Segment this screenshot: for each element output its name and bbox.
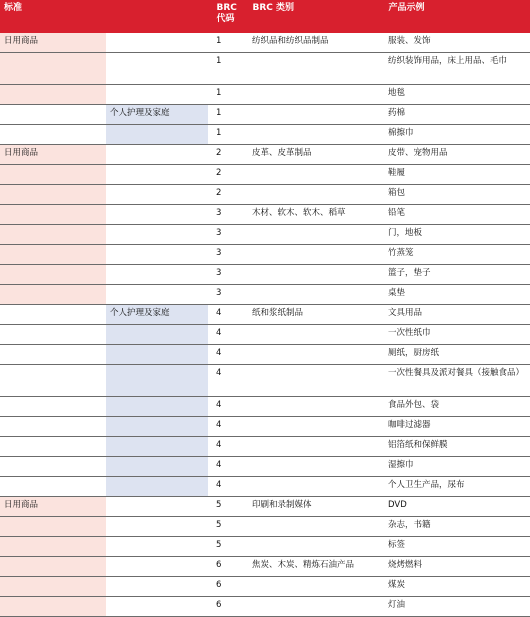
brc-code-cell: 4 — [208, 457, 248, 477]
product-example-cell: 文具用品 — [384, 305, 530, 325]
table-header-row — [0, 0, 530, 33]
standard-secondary-cell — [106, 85, 208, 105]
table-row — [0, 225, 530, 245]
standard-secondary-cell — [106, 597, 208, 617]
standard-primary-cell — [0, 285, 106, 305]
product-example-cell: 纺织装饰用品，床上用品、毛巾 — [384, 53, 530, 85]
brc-category-cell — [248, 85, 384, 105]
standard-secondary-cell — [106, 145, 208, 165]
brc-code-cell: 5 — [208, 517, 248, 537]
brc-category-cell — [248, 597, 384, 617]
brc-category-cell — [248, 477, 384, 497]
brc-code-cell: 6 — [208, 577, 248, 597]
product-example-cell: 食品外包、袋 — [384, 397, 530, 417]
table-row — [0, 557, 530, 577]
brc-code-cell: 1 — [208, 85, 248, 105]
standard-secondary-cell — [106, 165, 208, 185]
standard-primary-cell — [0, 105, 106, 125]
standard-primary-cell — [0, 345, 106, 365]
brc-category-cell — [248, 457, 384, 477]
brc-category-cell: 木材、软木、软木、稻草 — [248, 205, 384, 225]
brc-category-cell — [248, 53, 384, 85]
standard-primary-cell — [0, 245, 106, 265]
product-example-cell: 铝箔纸和保鲜膜 — [384, 437, 530, 457]
brc-code-cell: 2 — [208, 145, 248, 165]
table-row — [0, 457, 530, 477]
table-row — [0, 397, 530, 417]
standard-primary-cell — [0, 365, 106, 397]
brc-category-cell — [248, 345, 384, 365]
brc-category-cell — [248, 265, 384, 285]
brc-code-cell: 1 — [208, 53, 248, 85]
brc-code-cell: 1 — [208, 105, 248, 125]
product-example-cell: 灯油 — [384, 597, 530, 617]
standard-primary-cell — [0, 85, 106, 105]
product-example-cell: 棉擦巾 — [384, 125, 530, 145]
product-example-cell: 鞋履 — [384, 165, 530, 185]
table-row — [0, 437, 530, 457]
table-row — [0, 477, 530, 497]
brc-category-cell — [248, 417, 384, 437]
brc-code-cell: 6 — [208, 597, 248, 617]
brc-code-cell: 3 — [208, 205, 248, 225]
product-example-cell: 竹蒸笼 — [384, 245, 530, 265]
standard-secondary-cell — [106, 345, 208, 365]
brc-code-cell: 5 — [208, 537, 248, 557]
brc-category-cell: 纺织品和纺织品制品 — [248, 33, 384, 53]
table-row — [0, 325, 530, 345]
standard-secondary-cell — [106, 205, 208, 225]
product-example-cell: 湿擦巾 — [384, 457, 530, 477]
product-example-cell: 地毯 — [384, 85, 530, 105]
table-row — [0, 125, 530, 145]
standard-secondary-cell — [106, 245, 208, 265]
standard-primary-cell — [0, 325, 106, 345]
brc-category-cell — [248, 365, 384, 397]
table-row — [0, 33, 530, 53]
brc-category-cell — [248, 397, 384, 417]
standard-secondary-cell — [106, 457, 208, 477]
brc-code-cell: 1 — [208, 125, 248, 145]
product-example-cell: 咖啡过滤器 — [384, 417, 530, 437]
table-row — [0, 85, 530, 105]
brc-category-cell — [248, 517, 384, 537]
standard-primary-cell — [0, 225, 106, 245]
standard-primary-cell — [0, 517, 106, 537]
table-row — [0, 205, 530, 225]
table-row — [0, 497, 530, 517]
header-brc-category: BRC 类别 — [248, 0, 384, 33]
brc-category-cell — [248, 285, 384, 305]
header-standard: 标准 — [0, 0, 208, 33]
table-row — [0, 105, 530, 125]
standard-primary-cell: 日用商品 — [0, 33, 106, 53]
table-row — [0, 245, 530, 265]
header-brc-code — [208, 0, 248, 33]
standard-primary-cell — [0, 205, 106, 225]
product-example-cell: 篮子，垫子 — [384, 265, 530, 285]
table-row — [0, 345, 530, 365]
product-example-cell: 杂志，书籍 — [384, 517, 530, 537]
standard-primary-cell — [0, 265, 106, 285]
brc-category-cell: 焦炭、木炭、精炼石油产品 — [248, 557, 384, 577]
standard-primary-cell — [0, 305, 106, 325]
product-example-cell: 铅笔 — [384, 205, 530, 225]
table-row — [0, 537, 530, 557]
product-example-cell: 服装、发饰 — [384, 33, 530, 53]
product-example-cell: 箱包 — [384, 185, 530, 205]
table-row — [0, 165, 530, 185]
brc-category-cell — [248, 105, 384, 125]
table-row — [0, 305, 530, 325]
brc-code-cell: 4 — [208, 437, 248, 457]
standard-primary-cell — [0, 437, 106, 457]
table-row — [0, 185, 530, 205]
table-row — [0, 417, 530, 437]
brc-code-cell: 2 — [208, 185, 248, 205]
product-example-cell: 一次性餐具及派对餐具（接触食品） — [384, 365, 530, 397]
standard-secondary-cell — [106, 437, 208, 457]
product-example-cell: 厕纸，厨房纸 — [384, 345, 530, 365]
standard-primary-cell: 日用商品 — [0, 145, 106, 165]
standard-secondary-cell — [106, 517, 208, 537]
brc-code-cell: 4 — [208, 417, 248, 437]
header-brc-code-label: BRC 代码 — [216, 3, 237, 24]
standard-secondary-cell — [106, 557, 208, 577]
brc-code-cell: 4 — [208, 477, 248, 497]
brc-code-cell: 4 — [208, 397, 248, 417]
product-example-cell: 标签 — [384, 537, 530, 557]
standard-secondary-cell: 个人护理及家庭 — [106, 105, 208, 125]
table-row — [0, 265, 530, 285]
table-row — [0, 597, 530, 617]
brc-category-cell — [248, 537, 384, 557]
standard-secondary-cell — [106, 417, 208, 437]
standard-primary-cell — [0, 557, 106, 577]
table-row — [0, 53, 530, 85]
standard-secondary-cell: 个人护理及家庭 — [106, 305, 208, 325]
standard-secondary-cell — [106, 477, 208, 497]
brc-code-cell: 3 — [208, 285, 248, 305]
product-example-cell: 桌垫 — [384, 285, 530, 305]
standard-secondary-cell — [106, 125, 208, 145]
brc-code-cell: 5 — [208, 497, 248, 517]
standard-primary-cell — [0, 417, 106, 437]
brc-category-cell — [248, 185, 384, 205]
standard-primary-cell: 日用商品 — [0, 497, 106, 517]
standard-secondary-cell — [106, 185, 208, 205]
standard-primary-cell — [0, 577, 106, 597]
product-example-cell: DVD — [384, 497, 530, 517]
standard-primary-cell — [0, 477, 106, 497]
standard-primary-cell — [0, 125, 106, 145]
table-row — [0, 517, 530, 537]
product-example-cell: 门，地板 — [384, 225, 530, 245]
brc-category-cell — [248, 165, 384, 185]
brc-code-cell: 3 — [208, 265, 248, 285]
table-row — [0, 145, 530, 165]
product-example-cell: 药棉 — [384, 105, 530, 125]
brc-category-cell: 纸和浆纸制品 — [248, 305, 384, 325]
standard-secondary-cell — [106, 33, 208, 53]
brc-category-cell — [248, 437, 384, 457]
standard-secondary-cell — [106, 285, 208, 305]
standard-primary-cell — [0, 457, 106, 477]
brc-category-cell — [248, 125, 384, 145]
brc-code-cell: 1 — [208, 33, 248, 53]
brc-code-cell: 6 — [208, 557, 248, 577]
brc-code-cell: 4 — [208, 325, 248, 345]
brc-category-cell: 皮革、皮革制品 — [248, 145, 384, 165]
standard-secondary-cell — [106, 397, 208, 417]
standard-secondary-cell — [106, 265, 208, 285]
brc-code-cell: 4 — [208, 345, 248, 365]
table-row — [0, 577, 530, 597]
brc-code-cell: 4 — [208, 305, 248, 325]
standard-secondary-cell — [106, 53, 208, 85]
brc-code-cell: 2 — [208, 165, 248, 185]
brc-category-cell — [248, 577, 384, 597]
standard-secondary-cell — [106, 325, 208, 345]
standard-primary-cell — [0, 165, 106, 185]
table-row — [0, 365, 530, 397]
standard-primary-cell — [0, 597, 106, 617]
brc-category-cell — [248, 325, 384, 345]
brc-code-cell: 3 — [208, 245, 248, 265]
standard-secondary-cell — [106, 225, 208, 245]
standard-secondary-cell — [106, 365, 208, 397]
standard-secondary-cell — [106, 497, 208, 517]
brc-code-cell: 3 — [208, 225, 248, 245]
brc-category-cell: 印刷和录制媒体 — [248, 497, 384, 517]
standard-primary-cell — [0, 53, 106, 85]
header-product-examples: 产品示例 — [384, 0, 530, 33]
product-example-cell: 皮带、宠物用品 — [384, 145, 530, 165]
standard-primary-cell — [0, 397, 106, 417]
brc-category-cell — [248, 225, 384, 245]
product-example-cell: 个人卫生产品，尿布 — [384, 477, 530, 497]
brc-category-cell — [248, 245, 384, 265]
product-example-cell: 煤炭 — [384, 577, 530, 597]
table-row — [0, 285, 530, 305]
product-example-cell: 烧烤燃料 — [384, 557, 530, 577]
standard-secondary-cell — [106, 537, 208, 557]
standard-secondary-cell — [106, 577, 208, 597]
standard-primary-cell — [0, 185, 106, 205]
standard-primary-cell — [0, 537, 106, 557]
brc-code-cell: 4 — [208, 365, 248, 397]
product-example-cell: 一次性纸巾 — [384, 325, 530, 345]
